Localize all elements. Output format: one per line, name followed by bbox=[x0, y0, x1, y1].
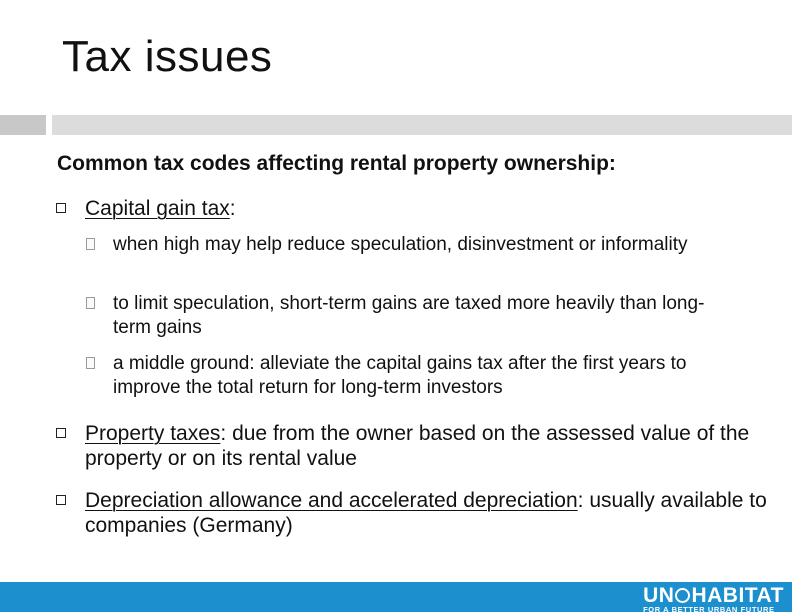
bullet-item-text bbox=[85, 421, 775, 471]
globe-icon bbox=[675, 588, 690, 603]
logo-text-left: UN bbox=[643, 584, 675, 607]
bullet-item-text bbox=[85, 196, 775, 221]
sub-bullet-text: a middle ground: alleviate the capital gains tax after the first years to improve the total return for long-term investors bbox=[113, 353, 687, 398]
bullet-term: Property taxes bbox=[85, 422, 221, 445]
bullet-rest: : due from the owner based on the assessed value of the property or on its rental value bbox=[85, 422, 750, 470]
square-bullet-icon bbox=[56, 203, 66, 213]
title-rule-right bbox=[52, 115, 792, 135]
bullet-term: Capital gain tax bbox=[85, 197, 230, 220]
un-habitat-logo bbox=[643, 586, 784, 614]
bullet-term: Depreciation allowance and accelerated depreciation bbox=[85, 489, 578, 512]
sub-bullet-icon bbox=[86, 357, 95, 369]
logo-text-right: HABITAT bbox=[691, 584, 784, 607]
sub-bullet-icon bbox=[86, 238, 95, 250]
sub-bullet-icon bbox=[86, 297, 95, 309]
sub-bullet-text: to limit speculation, short-term gains are taxed more heavily than long-term gains bbox=[113, 293, 705, 338]
bullet-rest: : usually available to companies (Germany) bbox=[85, 489, 767, 537]
sub-bullet-text: when high may help reduce speculation, disinvestment or informality bbox=[113, 234, 688, 255]
square-bullet-icon bbox=[56, 428, 66, 438]
slide-title: Tax issues bbox=[62, 32, 273, 81]
square-bullet-icon bbox=[56, 495, 66, 505]
bullet-item-text bbox=[85, 488, 775, 538]
logo-tagline: FOR A BETTER URBAN FUTURE bbox=[643, 605, 775, 614]
slide-subtitle: Common tax codes affecting rental property ownership: bbox=[57, 152, 616, 175]
footer-bar bbox=[0, 582, 792, 612]
bullet-rest: : bbox=[229, 197, 236, 220]
title-rule-left bbox=[0, 115, 46, 135]
